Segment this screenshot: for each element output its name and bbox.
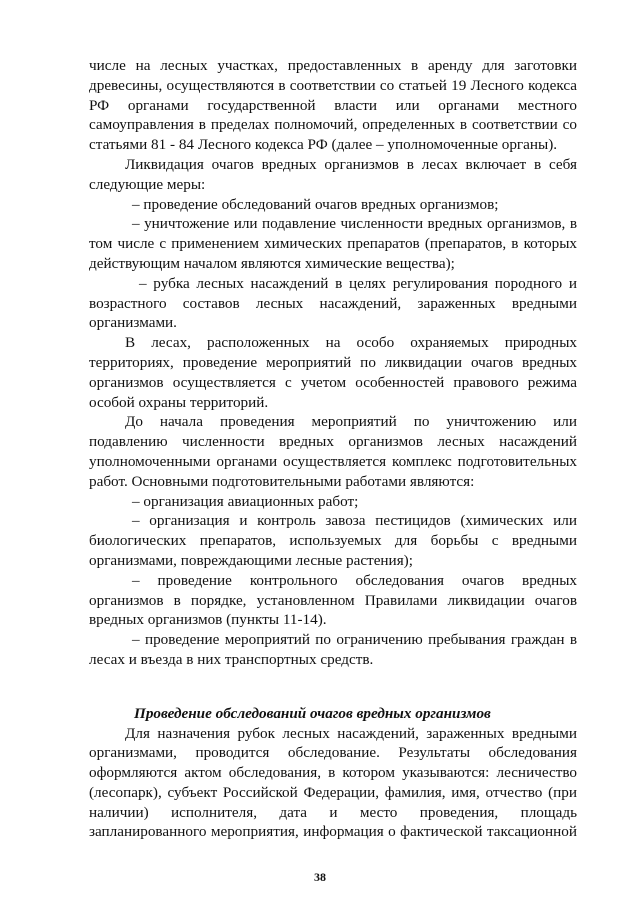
text-line: организмов в порядке, установленном Правилами ликвидации очагов [89,591,577,609]
text-line: том числе с применением химических препаратов (препаратов, в которых [89,235,577,253]
text-line: уполномоченными органами осуществляется комплекс подготовительных [89,452,577,470]
text-line: территориях, проведение мероприятий по ликвидации очагов вредных [89,353,577,371]
page-number: 38 [314,870,326,884]
text-line: возрастного составов лесных насаждений, зараженных вредными [89,294,577,312]
text-line: действующим началом являются химические вещества); [89,254,455,272]
body-text [89,56,577,670]
text-line: статьями 81 - 84 Лесного кодекса РФ (далее – уполномоченные органы). [89,136,558,154]
text-line: вредных организмов (пункты 11-14). [89,611,327,629]
list-item: – проведение контрольного обследования очагов вредных [132,571,577,589]
text-line: До начала проведения мероприятий по уничтожению или [125,413,577,431]
section-heading: Проведение обследований очагов вредных организмов [134,704,491,722]
text-line: В лесах, расположенных на особо охраняемых природных [125,334,577,352]
text-line: следующие меры: [89,175,206,193]
text-line: (лесопарк), субъект Российской Федерации, фамилия, имя, отчество (при [89,783,577,801]
list-item: – уничтожение или подавление численности вредных организмов, в [132,215,577,233]
text-line: лесах и въезда в них транспортных средств. [89,650,374,668]
text-line: древесины, осуществляются в соответствии со статьей 19 Лесного кодекса [89,76,577,94]
text-line: особой охраны территорий. [89,393,269,411]
text-line: РФ органами государственной власти или органами местного [89,96,577,114]
text-line: самоуправления в пределах полномочий, определенных в соответствии со [89,116,577,134]
text-line: числе на лесных участках, предоставленных в аренду для заготовки [89,57,577,74]
text-line: организмами. [89,314,177,332]
text-line: организмами, повреждающими лесные растения); [89,551,413,569]
text-line: Для назначения рубок лесных насаждений, зараженных вредными [125,724,577,742]
text-line: запланированного мероприятия, информация о фактической таксационной [89,823,577,841]
list-item: – проведение обследований очагов вредных организмов; [132,195,499,213]
text-line: организмами, проводится обследование. Результаты обследования [89,744,577,762]
text-line: наличии) исполнителя, дата и место проведения, площадь [89,803,577,821]
list-item: – рубка лесных насаждений в целях регулирования породного и [139,274,577,292]
text-line: Ликвидация очагов вредных организмов в лесах включает в себя [125,155,577,173]
list-item: – организация и контроль завоза пестицидов (химических или [132,512,577,530]
list-item: – организация авиационных работ; [132,492,359,510]
text-line: оформляются актом обследования, в котором указываются: лесничество [89,764,577,782]
text-line: биологических препаратов, используемых для борьбы с вредными [89,532,577,550]
text-line: работ. Основными подготовительными работами являются: [89,472,475,490]
text-line: организмов осуществляется с учетом особенностей правового режима [89,373,577,391]
text-line: подавлению численности вредных организмов лесных насаждений [89,433,577,451]
section-body-text [89,724,577,843]
list-item: – проведение мероприятий по ограничению пребывания граждан в [132,631,577,649]
